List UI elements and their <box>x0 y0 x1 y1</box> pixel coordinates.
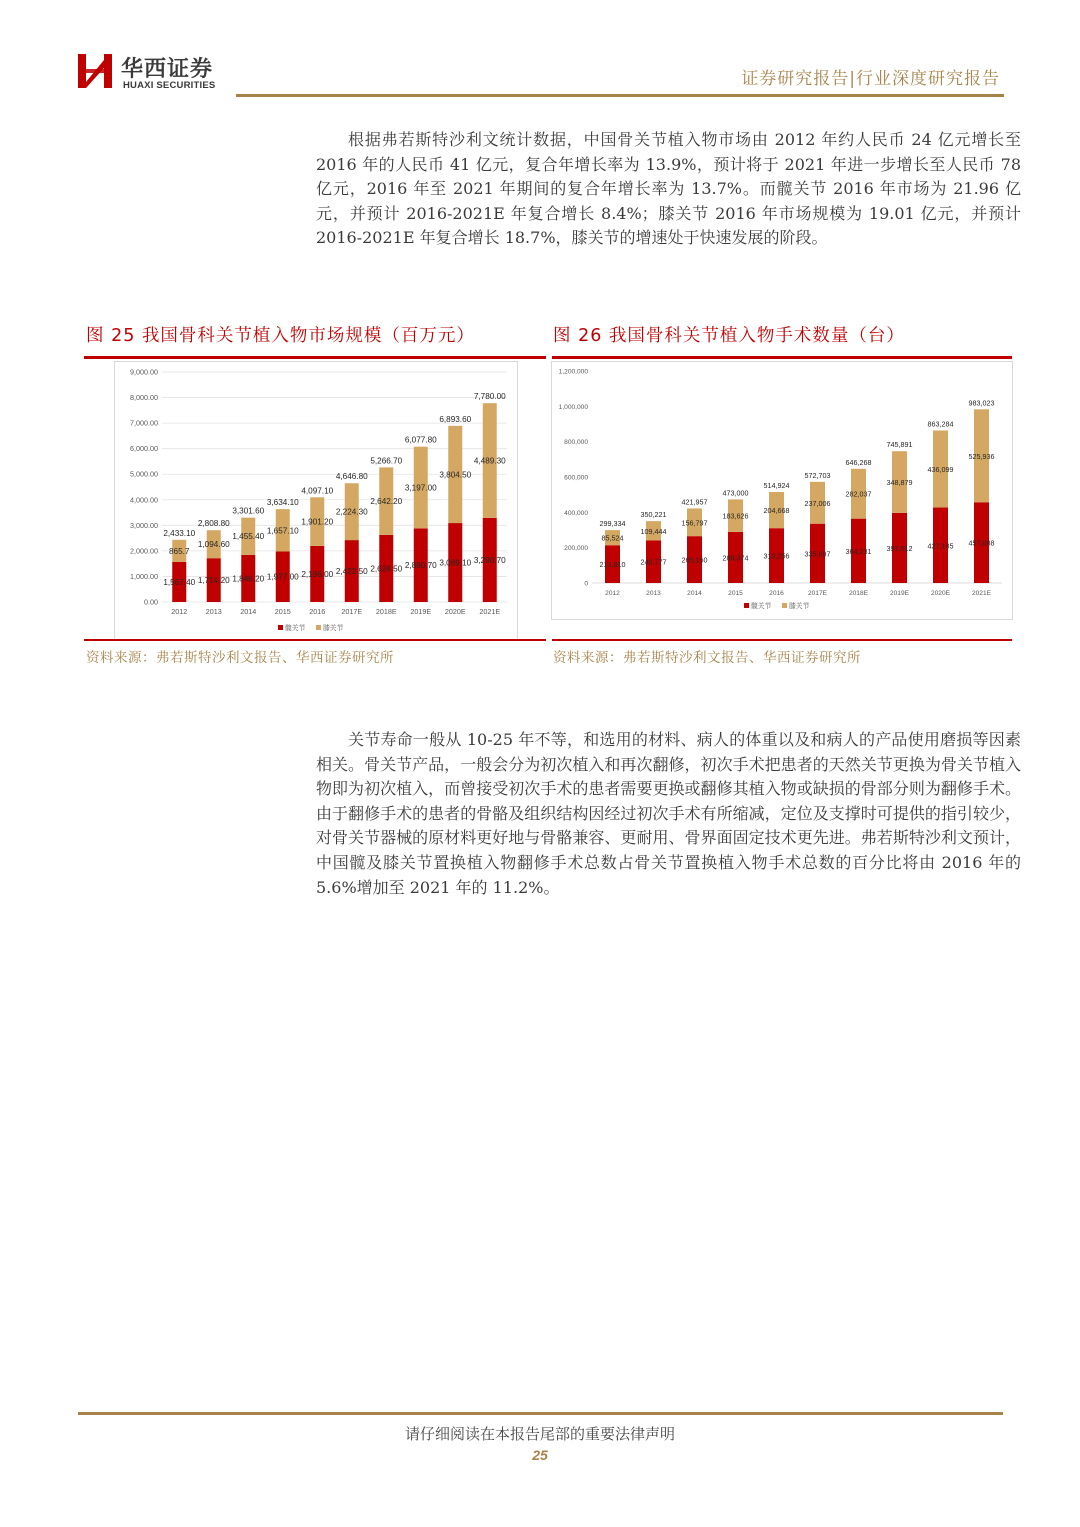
data-label-knee: 183,626 <box>722 511 749 521</box>
data-label-hip: 3,089.10 <box>439 558 472 568</box>
data-label-knee: 525,936 <box>968 451 995 461</box>
data-label-hip: 364,231 <box>845 546 872 556</box>
y-tick-label: 1,200,000 <box>558 368 588 376</box>
legend-label-knee: 膝关节 <box>789 603 810 610</box>
huaxi-logo-icon <box>76 52 114 90</box>
y-tick-label: 4,000.00 <box>130 495 158 505</box>
data-label-knee: 3,197.00 <box>404 483 437 493</box>
figure-25-title: 图 25 我国骨科关节植入物市场规模（百万元） <box>86 326 475 346</box>
figure-26-bottom-rule <box>552 639 1012 641</box>
figure-25-source: 资料来源：弗若斯特沙利文报告、华西证券研究所 <box>86 650 394 666</box>
y-tick-label: 0.00 <box>144 597 158 607</box>
paragraph-revision-surgery <box>316 728 1021 900</box>
x-tick-label: 2018E <box>848 590 869 597</box>
data-label-total: 2,433.10 <box>163 528 196 538</box>
x-tick-label: 2021E <box>971 590 992 597</box>
data-label-knee: 156,797 <box>681 518 708 528</box>
data-label-total: 350,221 <box>640 510 667 520</box>
data-label-knee: 436,099 <box>927 465 954 475</box>
data-label-knee: 4,489.30 <box>473 456 506 466</box>
report-type-label: 证券研究报告|行业深度研究报告 <box>741 69 1000 89</box>
x-tick-label: 2017E <box>807 590 828 597</box>
y-tick-label: 1,000,000 <box>558 403 588 411</box>
figure-26-title: 图 26 我国骨科关节植入物手术数量（台） <box>553 326 905 346</box>
data-label-total: 3,301.60 <box>232 506 265 516</box>
data-label-knee: 85,524 <box>601 533 624 543</box>
data-label-total: 2,808.80 <box>197 519 230 529</box>
data-label-hip: 457,088 <box>968 538 995 548</box>
data-label-knee: 1,455.40 <box>232 532 265 542</box>
y-tick-label: 400,000 <box>564 509 588 517</box>
data-label-total: 983,023 <box>968 398 995 408</box>
data-label-knee: 2,224.30 <box>335 507 368 517</box>
x-tick-label: 2017E <box>341 607 363 616</box>
legal-notice: 请仔细阅读在本报告尾部的重要法律声明 <box>404 1425 675 1443</box>
legend-swatch-hip <box>278 625 283 630</box>
data-label-total: 863,284 <box>927 419 954 429</box>
data-label-total: 299,334 <box>599 519 626 529</box>
logo-text-cn: 华西证券 <box>121 57 214 82</box>
x-tick-label: 2015 <box>728 590 743 597</box>
data-label-knee: 204,668 <box>763 506 790 516</box>
x-tick-label: 2021E <box>479 607 501 616</box>
data-label-knee: 237,006 <box>804 498 831 508</box>
figure-25-bottom-rule <box>84 639 546 641</box>
data-label-total: 473,000 <box>722 488 749 498</box>
data-label-total: 745,891 <box>886 440 913 450</box>
data-label-knee: 348,879 <box>886 478 913 488</box>
data-label-total: 572,703 <box>804 470 831 480</box>
data-label-hip: 1,846.20 <box>232 574 265 584</box>
data-label-hip: 1,977.00 <box>266 572 299 582</box>
data-label-hip: 427,185 <box>927 541 954 551</box>
y-tick-label: 600,000 <box>564 474 588 482</box>
legend-swatch-knee <box>782 603 787 608</box>
data-label-knee: 1,094.60 <box>197 540 230 550</box>
data-label-knee: 865.7 <box>169 546 190 556</box>
figure-26-source: 资料来源：弗若斯特沙利文报告、华西证券研究所 <box>553 650 861 666</box>
chart-market-size <box>114 361 518 641</box>
data-label-hip: 2,422.50 <box>335 567 368 577</box>
x-tick-label: 2013 <box>646 590 661 597</box>
x-tick-label: 2015 <box>274 607 291 616</box>
chart-market-size-svg <box>115 362 517 640</box>
legend-swatch-hip <box>744 603 749 608</box>
y-tick-label: 9,000.00 <box>130 367 158 377</box>
x-tick-label: 2019E <box>410 607 432 616</box>
data-label-knee: 3,804.50 <box>439 470 472 480</box>
data-label-total: 6,077.80 <box>404 435 437 445</box>
chart-surgery-count-svg <box>552 362 1012 619</box>
y-tick-label: 5,000.00 <box>130 469 158 479</box>
data-label-hip: 2,880.70 <box>404 561 437 571</box>
data-label-total: 6,893.60 <box>439 414 472 424</box>
data-label-total: 3,634.10 <box>266 498 299 508</box>
data-label-hip: 397,012 <box>886 543 913 553</box>
data-label-total: 421,957 <box>681 497 708 507</box>
data-label-knee: 109,444 <box>640 526 667 536</box>
x-tick-label: 2018E <box>375 607 397 616</box>
y-tick-label: 8,000.00 <box>130 393 158 403</box>
data-label-hip: 1,714.20 <box>197 576 230 586</box>
x-tick-label: 2012 <box>605 590 620 597</box>
y-tick-label: 2,000.00 <box>130 546 158 556</box>
data-label-total: 646,268 <box>845 457 872 467</box>
legend-swatch-knee <box>316 625 321 630</box>
data-label-knee: 2,642.20 <box>370 497 403 507</box>
data-label-hip: 2,196.00 <box>301 569 334 579</box>
paragraph-market-size <box>316 128 1021 251</box>
header-divider <box>236 94 1004 97</box>
data-label-knee: 1,657.10 <box>266 526 299 536</box>
paragraph-2-text: 关节寿命一般从 10-25 年不等，和选用的材料、病人的体重以及和病人的产品使用磨损等因素相关。骨关节产品，一般会分为初次植入和再次翻修，初次手术把患者的天然关节更换为骨关节植入物即为初次植入，而曾接受初次手术的患者需要更换或翻修其植入物或缺损的骨部分则为翻修手术。由于翻修手术的患者的骨骼及组织结构因经过初次手术有所缩减，定位及支撑时可提供的指引较少，对骨关节器械的原材料更好地与骨骼兼容、更耐用、骨界面固定技术更先进。弗若斯特沙利文预计，中国髋及膝关节置换植入物翻修手术总数占骨关节置换植入物手术总数的百分比将由 2016 年的 5.6%增加至 2021 年的 11.2%。 <box>316 730 1021 897</box>
data-label-hip: 265,160 <box>681 555 708 565</box>
legend-label-hip: 髋关节 <box>751 603 772 610</box>
x-tick-label: 2012 <box>171 607 188 616</box>
x-tick-label: 2020E <box>444 607 466 616</box>
x-tick-label: 2016 <box>309 607 326 616</box>
page-number: 25 <box>532 1447 548 1463</box>
y-tick-label: 0 <box>584 580 588 588</box>
y-tick-label: 6,000.00 <box>130 444 158 454</box>
paragraph-1-text: 根据弗若斯特沙利文统计数据，中国骨关节植入物市场由 2012 年约人民币 24 亿元增长至 2016 年的人民币 41 亿元，复合年增长率为 13.9%，预计将于 2021 年进一步增长至人民币 78 亿元，2016 年至 2021 年期间的复合年增长率为 13.7%。而髋关节 2016 年市场为 21.96 亿元，并预计 2016-2021E 年复合增长 8.4%；膝关节 2016 年市场规模为 19.01 亿元，并预计 2016-2021E 年复合增长 18.7%，膝关节的增速处于快速发展的阶段。 <box>316 130 1021 248</box>
figure-25-top-rule <box>84 356 546 359</box>
y-tick-label: 1,000.00 <box>130 571 158 581</box>
data-label-hip: 335,697 <box>804 549 831 559</box>
data-label-knee: 1,901.20 <box>301 517 334 527</box>
footer-divider <box>78 1412 1003 1415</box>
data-label-knee: 282,037 <box>845 489 872 499</box>
data-label-total: 5,266.70 <box>370 456 403 466</box>
y-tick-label: 3,000.00 <box>130 520 158 530</box>
data-label-total: 514,924 <box>763 481 790 491</box>
y-tick-label: 7,000.00 <box>130 418 158 428</box>
chart-surgery-count <box>551 361 1013 620</box>
x-tick-label: 2013 <box>205 607 222 616</box>
data-label-hip: 213,810 <box>599 560 626 570</box>
data-label-total: 4,097.10 <box>301 486 334 496</box>
data-label-hip: 2,624.50 <box>370 564 403 574</box>
x-tick-label: 2014 <box>687 590 702 597</box>
y-tick-label: 200,000 <box>564 545 588 553</box>
data-label-hip: 240,777 <box>640 557 667 567</box>
data-label-hip: 1,567.40 <box>163 577 196 587</box>
x-tick-label: 2016 <box>769 590 784 597</box>
y-tick-label: 800,000 <box>564 439 588 447</box>
x-tick-label: 2020E <box>930 590 951 597</box>
data-label-total: 4,646.80 <box>335 472 368 482</box>
logo-text-en: HUAXI SECURITIES <box>123 80 216 91</box>
figure-26-top-rule <box>552 356 1012 359</box>
data-label-hip: 289,374 <box>722 553 749 563</box>
data-label-hip: 310,256 <box>763 551 790 561</box>
x-tick-label: 2019E <box>889 590 910 597</box>
legend-label-knee: 膝关节 <box>323 625 344 632</box>
data-label-total: 7,780.00 <box>473 392 506 402</box>
data-label-hip: 3,290.70 <box>473 555 506 565</box>
x-tick-label: 2014 <box>240 607 257 616</box>
legend-label-hip: 髋关节 <box>285 625 306 632</box>
